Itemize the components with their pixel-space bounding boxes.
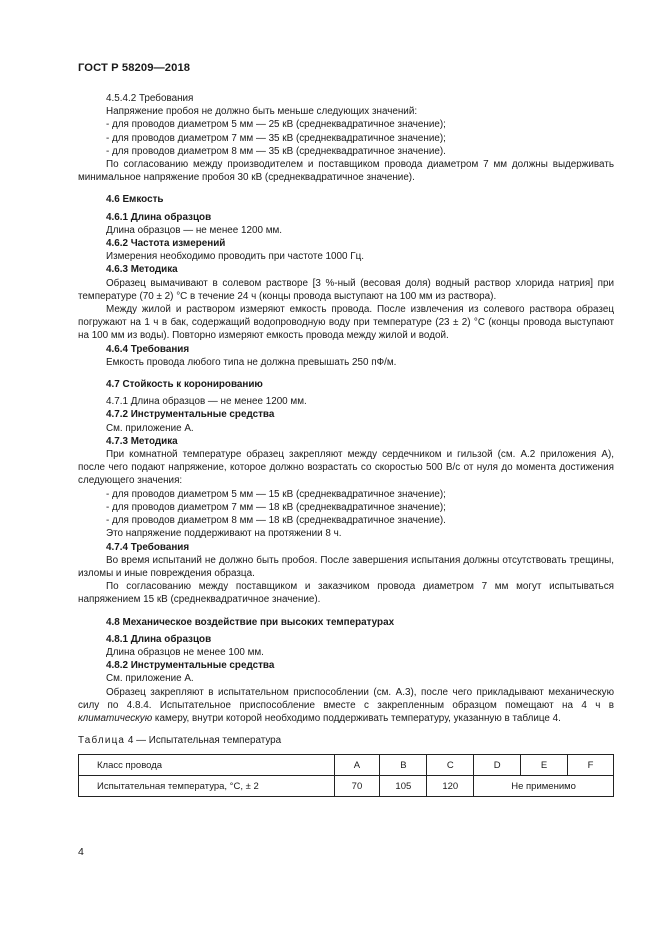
table-cell: F [568, 755, 614, 776]
section-heading: 4.7 Стойкость к коронированию [106, 379, 263, 391]
subsection-heading: 4.7.4 Требования [106, 541, 190, 553]
table-cell: 120 [427, 776, 474, 797]
table-cell: D [474, 755, 521, 776]
table-cell: A [334, 755, 380, 776]
paragraph: Емкость провода любого типа не должна превышать 250 пФ/м. [106, 356, 397, 368]
paragraph: По согласованию между производителем и поставщиком провода диаметром 7 мм должны выдерживать минимальное напряжение пробоя 30 кВ (среднеквадратичное значение). [78, 159, 614, 184]
subsection-heading: 4.6.3 Методика [106, 264, 178, 276]
table-caption [78, 734, 614, 747]
paragraph: Во время испытаний не должно быть пробоя. После завершения испытания должны отсутствовать трещины, изломы и иные повреждения образца. [78, 554, 614, 579]
paragraph: 4.7.1 Длина образцов — не менее 1200 мм. [106, 396, 307, 408]
paragraph: Напряжение пробоя не должно быть меньше следующих значений: [106, 106, 418, 118]
paragraph: - для проводов диаметром 8 мм — 18 кВ (среднеквадратичное значение). [106, 515, 446, 527]
paragraph: Это напряжение поддерживают на протяжении 8 ч. [106, 528, 342, 540]
paragraph: Образец вымачивают в солевом растворе [3 %-ный (весовая доля) водный раствор хлорида натрия] при температуре (70 ± 2) °С в течение 24 ч (концы провода выступают на 100 мм из раствора). [78, 277, 614, 302]
paragraph: Между жилой и раствором измеряют емкость провода. После извлечения из солевого раствора образец погружают на 1 ч в бак, содержащий водопроводную воду при температуре (23 ± 2) °С (концы провода выступают на 100 мм из воды). Повторно измеряют емкость провода между жилой и водой. [78, 304, 614, 342]
paragraph-text: Образец закрепляют в испытательном приспособлении (см. А.3), после чего прикладывают механическую силу по 4.8.4. Испытательное приспособление вместе с закрепленным образцом помещают на 4 ч в [78, 686, 614, 711]
subsection-heading: 4.7.3 Методика [106, 435, 178, 447]
table-cell: Класс провода [79, 755, 335, 776]
table-cell: C [427, 755, 474, 776]
paragraph: По согласованию между поставщиком и заказчиком провода диаметром 7 мм могут испытываться напряжением 15 кВ (среднеквадратичное значение). [78, 581, 614, 606]
table-row [79, 776, 614, 797]
subsection-heading: 4.6.2 Частота измерений [106, 238, 226, 250]
paragraph: При комнатной температуре образец закрепляют между сердечником и гильзой (см. А.2 приложения А), после чего подают напряжение, которое должно возрастать со скоростью 500 В/с от нуля до момента достижения следующего значения: [78, 449, 614, 487]
subsection-heading: 4.8.2 Инструментальные средства [106, 660, 275, 672]
page-body [78, 92, 614, 797]
paragraph: Измерения необходимо проводить при частоте 1000 Гц. [106, 251, 365, 263]
section-heading: 4.6 Емкость [106, 194, 164, 206]
document-header: ГОСТ Р 58209—2018 [78, 62, 191, 74]
paragraph: - для проводов диаметром 8 мм — 35 кВ (среднеквадратичное значение). [106, 145, 446, 157]
paragraph: - для проводов диаметром 7 мм — 18 кВ (среднеквадратичное значение); [106, 501, 446, 513]
table-cell: Не применимо [474, 776, 614, 797]
paragraph: См. приложение А. [106, 422, 194, 434]
paragraph: См. приложение А. [106, 673, 194, 685]
section-heading: 4.8 Механическое воздействие при высоких температурах [106, 616, 395, 628]
paragraph: - для проводов диаметром 5 мм — 25 кВ (среднеквадратичное значение); [106, 119, 446, 131]
paragraph [78, 686, 614, 726]
test-temperature-table [78, 754, 614, 797]
italic-term: климатическую [78, 712, 153, 724]
table-cell: E [521, 755, 568, 776]
subsection-heading: 4.6.1 Длина образцов [106, 211, 212, 223]
table-cell: Испытательная температура, °С, ± 2 [79, 776, 335, 797]
paragraph: 4.5.4.2 Требования [106, 93, 194, 104]
paragraph: Длина образцов не менее 100 мм. [106, 646, 264, 658]
paragraph: Длина образцов — не менее 1200 мм. [106, 224, 283, 236]
table-cell: B [380, 755, 427, 776]
paragraph: - для проводов диаметром 7 мм — 35 кВ (среднеквадратичное значение); [106, 132, 446, 144]
table-caption-label: Таблица [78, 735, 126, 747]
subsection-heading: 4.6.4 Требования [106, 343, 190, 355]
page-number: 4 [78, 846, 84, 858]
paragraph-text: камеру, внутри которой необходимо поддерживать температуру, указанную в таблице 4. [152, 712, 561, 724]
subsection-heading: 4.7.2 Инструментальные средства [106, 409, 275, 421]
table-caption-text: 4 — Испытательная температура [127, 735, 282, 747]
table-row [79, 755, 614, 776]
subsection-heading: 4.8.1 Длина образцов [106, 633, 212, 645]
paragraph: - для проводов диаметром 5 мм — 15 кВ (среднеквадратичное значение); [106, 488, 446, 500]
table-cell: 105 [380, 776, 427, 797]
table-cell: 70 [334, 776, 380, 797]
